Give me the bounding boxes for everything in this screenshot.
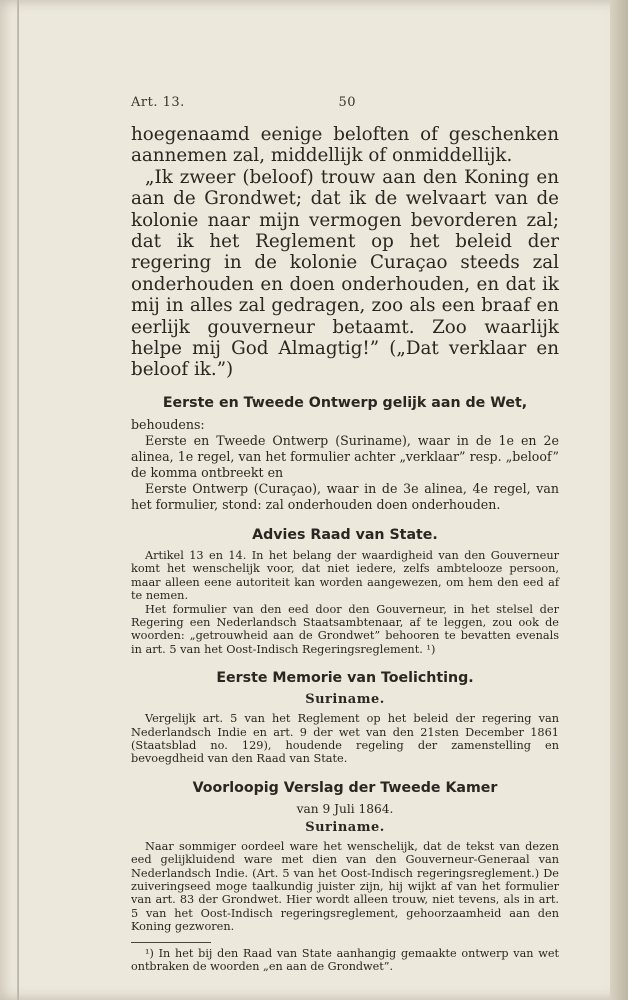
section-ontwerp-paragraph-2: Eerste Ontwerp (Curaçao), waar in de 3e alinea, 4e regel, van het formulier, stond: zal onderhouden doen onderhouden. bbox=[131, 480, 559, 512]
section-ontwerp-lead: behoudens: bbox=[131, 416, 205, 432]
section-verslag-subheading: Suriname. bbox=[305, 819, 385, 835]
section-memorie-paragraph-1: Vergelijk art. 5 van het Reglement op het beleid der regering van Nederlandsch Indie en art. 9 der wet van den 21sten December 1861 (Staatsblad no. 129), houdende regeling der zamenstelling en bevoegdheid van den Raad van State. bbox=[131, 712, 559, 766]
section-heading-ontwerp: Eerste en Tweede Ontwerp gelijk aan de Wet, bbox=[162, 394, 528, 411]
oath-paragraph-2: „Ik zweer (beloof) trouw aan den Koning en aan de Grondwet; dat ik de welvaart van de kolonie naar mijn vermogen bevorderen zal; dat ik het Reglement op het beleid der regering in de kolonie Curaçao steeds zal onderhouden en doen onderhouden, en dat ik mij in alles zal gedragen, zoo als een braaf en eerlijk gouverneur betaamt. Zoo waarlijk helpe mij God Almagtig!” („Dat verklaar en beloof ik.”) bbox=[131, 166, 559, 381]
section-heading-verslag: Voorloopig Verslag der Tweede Kamer bbox=[192, 779, 498, 796]
section-advies-body bbox=[131, 549, 559, 656]
footnote: ¹) In het bij den Raad van State aanhangig gemaakte ontwerp van wet ontbraken de woorden „en aan de Grondwet”. bbox=[131, 946, 559, 973]
section-memorie-body bbox=[131, 712, 559, 766]
binding-gutter bbox=[17, 0, 19, 1000]
running-head bbox=[131, 95, 356, 110]
oath-paragraph-1: hoegenaamd eenige beloften of geschenken aannemen zal, middellijk of onmiddellijk. bbox=[131, 124, 559, 167]
section-memorie-subheading: Suriname. bbox=[305, 692, 385, 708]
page-number: 50 bbox=[338, 95, 356, 110]
section-verslag-body bbox=[131, 840, 559, 934]
section-verslag-paragraph-1: Naar sommiger oordeel ware het wenschelijk, dat de tekst van dezen eed gelijkluidend ware met dien van den Gouverneur-Generaal van Nederlandsch Indie. (Art. 5 van het Oost-Indisch regeringsreglement.) De zuiveringseed moge taalkundig juister zijn, hij wijkt af van het formulier van art. 83 der Grondwet. Hier wordt alleen trouw, niet tevens, als in art. 5 van het Oost-Indisch regeringsreglement, gehoorzaamheid aan den Koning gezworen. bbox=[131, 839, 559, 934]
section-heading-memorie: Eerste Memorie van Toelichting. bbox=[216, 670, 474, 687]
section-verslag-date: van 9 Juli 1864. bbox=[296, 801, 394, 816]
article-label: Art. 13. bbox=[131, 95, 185, 110]
section-ontwerp-paragraph-1: Eerste en Tweede Ontwerp (Suriname), waar in de 1e en 2e alinea, 1e regel, van het formulier achter „verklaar” resp. „beloof” de komma ontbreekt en bbox=[131, 432, 559, 480]
footnote-divider bbox=[131, 942, 211, 943]
page-content bbox=[131, 95, 559, 973]
section-heading-advies: Advies Raad van State. bbox=[252, 526, 438, 543]
page-edge-shadow bbox=[610, 0, 628, 1000]
oath-text bbox=[131, 124, 559, 381]
section-ontwerp-body bbox=[131, 417, 559, 513]
section-advies-paragraph-1: Artikel 13 en 14. In het belang der waardigheid van den Gouverneur komt het wenschelijk voor, dat niet iedere, zelfs ambtelooze persoon, maar alleen eene autoriteit kan worden aangewezen, om hem den eed af te nemen. bbox=[131, 548, 559, 603]
section-advies-paragraph-2: Het formulier van den eed door den Gouverneur, in het stelsel der Regering een Nederlandsch Staatsambtenaar, af te leggen, zou ook de woorden: „getrouwheid aan de Grondwet” behooren te bevatten evenals in art. 5 van het Oost-Indisch Regeringsreglement. ¹) bbox=[131, 602, 559, 656]
